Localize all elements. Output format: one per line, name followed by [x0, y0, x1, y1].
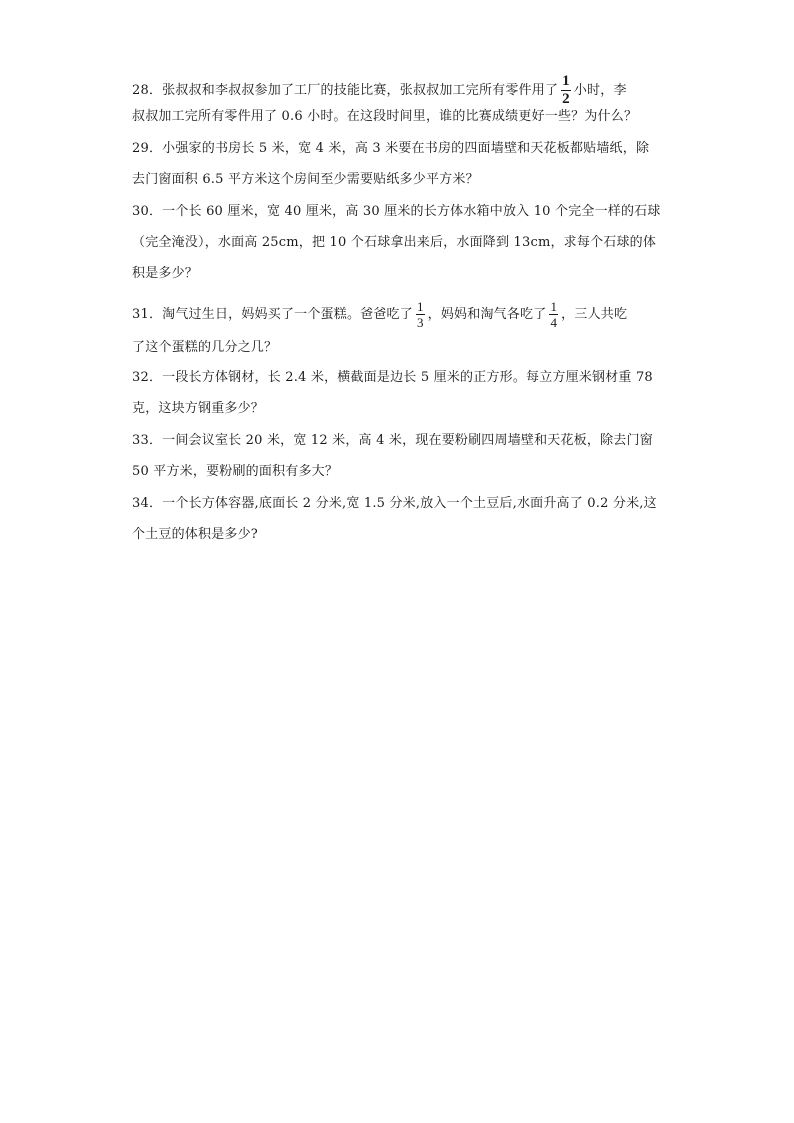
question-29-line-1: 29．小强家的书房长 5 米，宽 4 米，高 3 米要在书房的四面墙壁和天花板都贴墙纸，除 — [132, 141, 650, 156]
question-30-line-1: 30．一个长 60 厘米，宽 40 厘米，高 30 厘米的长方体水箱中放入 10 个完全一样的石球 — [132, 204, 661, 219]
question-29-line-2: 去门窗面积 6.5 平方米这个房间至少需要贴纸多少平方米？ — [132, 172, 479, 187]
question-28-text-b: 小时，李 — [573, 83, 627, 98]
question-30-line-3: 积是多少？ — [132, 266, 199, 281]
fraction-one-half — [561, 74, 571, 107]
question-34-line-1: 34．一个长方体容器,底面长 2 分米,宽 1.5 分米,放入一个土豆后,水面升高了 0.2 分米,这 — [132, 496, 657, 511]
question-32-line-1: 32．一段长方体钢材，长 2.4 米，横截面是边长 5 厘米的正方形。每立方厘米钢材重 78 — [132, 370, 653, 385]
fraction-one-quarter — [549, 300, 558, 329]
question-31-text-c: ，三人共吃 — [561, 307, 628, 322]
question-33-line-1: 33．一间会议室长 20 米，宽 12 米，高 4 米，现在要粉刷四周墙壁和天花板，除去门窗 — [132, 433, 653, 448]
question-28-line-1 — [132, 74, 664, 107]
question-28-text-a: 28．张叔叔和李叔叔参加了工厂的技能比赛，张叔叔加工完所有零件用了 — [132, 83, 559, 98]
question-30-line-2: （完全淹没），水面高 25cm，把 10 个石球拿出来后，水面降到 13cm，求每个石球的体 — [132, 235, 657, 250]
fraction-numerator: 1 — [416, 299, 424, 314]
fraction-denominator: 2 — [562, 91, 570, 107]
fraction-numerator: 1 — [562, 73, 570, 89]
question-28-line-2: 叔叔加工完所有零件用了 0.6 小时。在这段时间里，谁的比赛成绩更好一些？为什么？ — [132, 109, 638, 124]
question-32-line-2: 克，这块方钢重多少？ — [132, 401, 265, 416]
fraction-denominator: 3 — [416, 315, 424, 330]
fraction-numerator: 1 — [550, 299, 558, 314]
question-34-line-2: 个土豆的体积是多少? — [132, 527, 258, 542]
fraction-denominator: 4 — [550, 315, 558, 330]
fraction-one-third — [416, 300, 425, 329]
question-31-text-a: 31．淘气过生日，妈妈买了一个蛋糕。爸爸吃了 — [132, 307, 413, 322]
question-31-line-2: 了这个蛋糕的几分之几？ — [132, 340, 278, 355]
question-33-line-2: 50 平方米，要粉刷的面积有多大？ — [132, 464, 339, 479]
question-31-text-b: ，妈妈和淘气各吃了 — [427, 307, 547, 322]
question-31-line-1 — [132, 300, 664, 329]
